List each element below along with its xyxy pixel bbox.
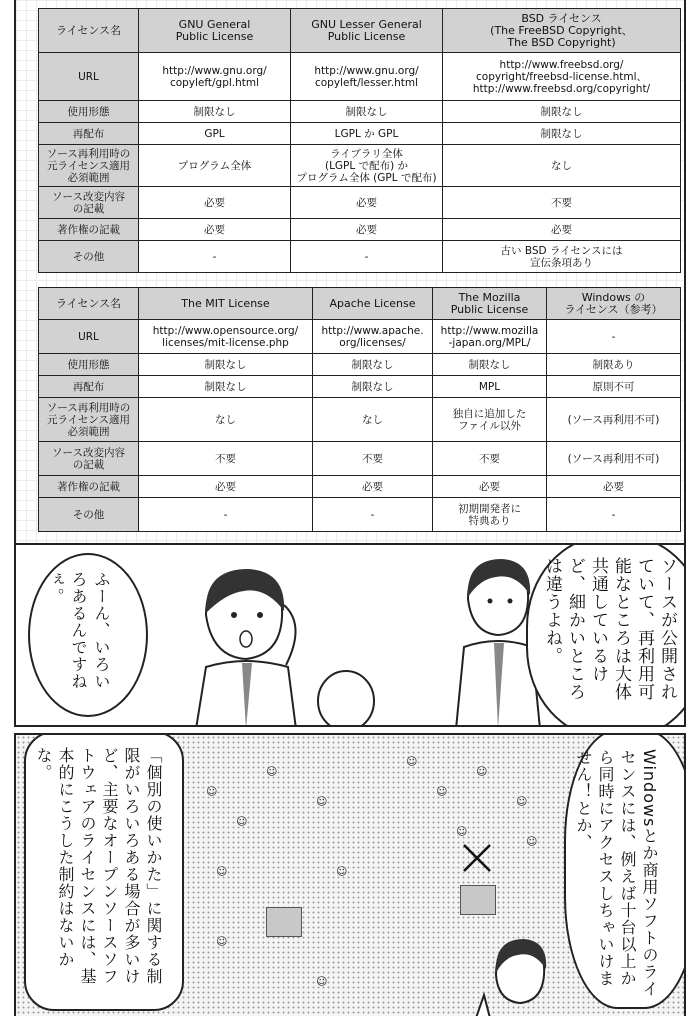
speech-text-right: ソースが公開されていて、再利用可能なところは大体共通しているけど、細かいところは違うよね。 xyxy=(542,557,677,701)
table-cell: http://www.gnu.org/ copyleft/gpl.html xyxy=(139,53,291,101)
table-row xyxy=(39,53,681,101)
row-label: URL xyxy=(39,320,139,354)
header-mozilla: The Mozilla Public License xyxy=(433,288,547,320)
table-cell: http://www.gnu.org/ copyleft/lesser.html xyxy=(291,53,443,101)
comic-panel-crowd xyxy=(14,733,686,1016)
row-label: 使用形態 xyxy=(39,101,139,123)
license-table-gnu-bsd xyxy=(38,8,681,273)
row-label: その他 xyxy=(39,498,139,532)
row-label: 再配布 xyxy=(39,376,139,398)
table-row xyxy=(39,498,681,532)
table-row xyxy=(39,187,681,219)
table-row xyxy=(39,101,681,123)
table-cell: 必要 xyxy=(547,476,681,498)
crowd-face-icon: ☺ xyxy=(216,935,228,948)
table-cell: 制限なし xyxy=(139,101,291,123)
row-label: 著作権の記載 xyxy=(39,476,139,498)
table-row xyxy=(39,376,681,398)
character-explainer xyxy=(466,935,556,1016)
table-cell: 必要 xyxy=(139,219,291,241)
table-cell: 制限なし xyxy=(291,101,443,123)
header-license-name: ライセンス名 xyxy=(39,288,139,320)
row-label: ソース再利用時の 元ライセンス適用 必須範囲 xyxy=(39,398,139,442)
crowd-face-icon: ☺ xyxy=(266,765,278,778)
computer-monitor xyxy=(460,885,496,915)
table-header-row xyxy=(39,9,681,53)
table-cell: - xyxy=(139,498,313,532)
table-row xyxy=(39,123,681,145)
header-mit: The MIT License xyxy=(139,288,313,320)
table-cell: 制限なし xyxy=(313,376,433,398)
table-cell: 必要 xyxy=(433,476,547,498)
crowd-face-icon: ☺ xyxy=(216,865,228,878)
speech-text-left: ふーん、いろいろあるんですねぇ。 xyxy=(46,571,111,690)
crowd-face-icon: ☺ xyxy=(526,835,538,848)
table-cell: http://www.freebsd.org/ copyright/freebsd-license.html、 http://www.freebsd.org/copyright/ xyxy=(443,53,681,101)
table-cell: 必要 xyxy=(139,187,291,219)
license-table-mit-apache-mozilla xyxy=(38,287,681,532)
comic-panel-conversation xyxy=(14,543,686,727)
table-cell: 必要 xyxy=(139,476,313,498)
table-row xyxy=(39,145,681,187)
table-row xyxy=(39,354,681,376)
header-windows: Windows の ライセンス（参考） xyxy=(547,288,681,320)
row-label: 再配布 xyxy=(39,123,139,145)
cross-mark-icon xyxy=(462,843,492,873)
header-apache: Apache License xyxy=(313,288,433,320)
header-license-name: ライセンス名 xyxy=(39,9,139,53)
table-cell: 制限なし xyxy=(443,123,681,145)
table-cell: - xyxy=(139,241,291,273)
table-cell: 独自に追加した ファイル以外 xyxy=(433,398,547,442)
table-row xyxy=(39,241,681,273)
table-cell: LGPL か GPL xyxy=(291,123,443,145)
table-cell: プログラム全体 xyxy=(139,145,291,187)
table-cell: http://www.apache. org/licenses/ xyxy=(313,320,433,354)
row-label: 著作権の記載 xyxy=(39,219,139,241)
table-cell: 制限なし xyxy=(139,376,313,398)
computer-monitor xyxy=(266,907,302,937)
table-cell: 初期開発者に 特典あり xyxy=(433,498,547,532)
row-label: 使用形態 xyxy=(39,354,139,376)
table-cell: http://www.opensource.org/ licenses/mit-license.php xyxy=(139,320,313,354)
row-label: URL xyxy=(39,53,139,101)
row-label: ソース改変内容 の記載 xyxy=(39,442,139,476)
row-label: ソース再利用時の 元ライセンス適用 必須範囲 xyxy=(39,145,139,187)
speech-text-right: Windowsとか商用ソフトのライセンスには、例えば十台以上から同時にアクセスしちゃいけません！とか、 xyxy=(574,749,659,998)
table-cell: 必要 xyxy=(313,476,433,498)
table-cell: - xyxy=(547,320,681,354)
crowd-face-icon: ☺ xyxy=(236,815,248,828)
header-bsd: BSD ライセンス (The FreeBSD Copyright、 The BSD Copyright) xyxy=(443,9,681,53)
table-cell: 制限あり xyxy=(547,354,681,376)
table-cell: 不要 xyxy=(313,442,433,476)
crowd-face-icon: ☺ xyxy=(516,795,528,808)
table-cell: 制限なし xyxy=(313,354,433,376)
table-header-row xyxy=(39,288,681,320)
header-lgpl: GNU Lesser General Public License xyxy=(291,9,443,53)
row-label: ソース改変内容 の記載 xyxy=(39,187,139,219)
table-row xyxy=(39,320,681,354)
table-cell: 不要 xyxy=(443,187,681,219)
table-cell: ライブラリ全体 (LGPL で配布) か プログラム全体 (GPL で配布) xyxy=(291,145,443,187)
crowd-face-icon: ☺ xyxy=(456,825,468,838)
character-back-of-head xyxy=(306,657,386,727)
table-row xyxy=(39,398,681,442)
table-cell: - xyxy=(291,241,443,273)
table-cell: なし xyxy=(313,398,433,442)
row-label: その他 xyxy=(39,241,139,273)
crowd-face-icon: ☺ xyxy=(206,785,218,798)
table-cell: - xyxy=(313,498,433,532)
table-row xyxy=(39,476,681,498)
speech-text-left: 「個別の使いかた」に関する制限がいろいろある場合が多いけど、主要なオープンソースソフトウェアのライセンスには、基本的にこうした制約はないかな。 xyxy=(34,747,163,985)
table-cell: 必要 xyxy=(443,219,681,241)
table-cell: なし xyxy=(139,398,313,442)
table-row xyxy=(39,219,681,241)
table-cell: MPL xyxy=(433,376,547,398)
crowd-face-icon: ☺ xyxy=(436,785,448,798)
license-table-panel xyxy=(14,0,686,545)
table-cell: 不要 xyxy=(433,442,547,476)
table-cell: GPL xyxy=(139,123,291,145)
table-cell: 制限なし xyxy=(139,354,313,376)
table-cell: 古い BSD ライセンスには 宣伝条項あり xyxy=(443,241,681,273)
crowd-face-icon: ☺ xyxy=(316,975,328,988)
crowd-face-icon: ☺ xyxy=(336,865,348,878)
table-cell: 原則不可 xyxy=(547,376,681,398)
crowd-face-icon: ☺ xyxy=(316,795,328,808)
table-cell: (ソース再利用不可) xyxy=(547,398,681,442)
table-cell: - xyxy=(547,498,681,532)
table-cell: 必要 xyxy=(291,187,443,219)
table-cell: 制限なし xyxy=(433,354,547,376)
table-cell: 制限なし xyxy=(443,101,681,123)
table-row xyxy=(39,442,681,476)
character-listener xyxy=(166,555,316,727)
table-cell: http://www.mozilla -japan.org/MPL/ xyxy=(433,320,547,354)
header-gpl: GNU General Public License xyxy=(139,9,291,53)
table-cell: 必要 xyxy=(291,219,443,241)
crowd-face-icon: ☺ xyxy=(406,755,418,768)
table-cell: 不要 xyxy=(139,442,313,476)
crowd-face-icon: ☺ xyxy=(476,765,488,778)
table-cell: (ソース再利用不可) xyxy=(547,442,681,476)
table-cell: なし xyxy=(443,145,681,187)
